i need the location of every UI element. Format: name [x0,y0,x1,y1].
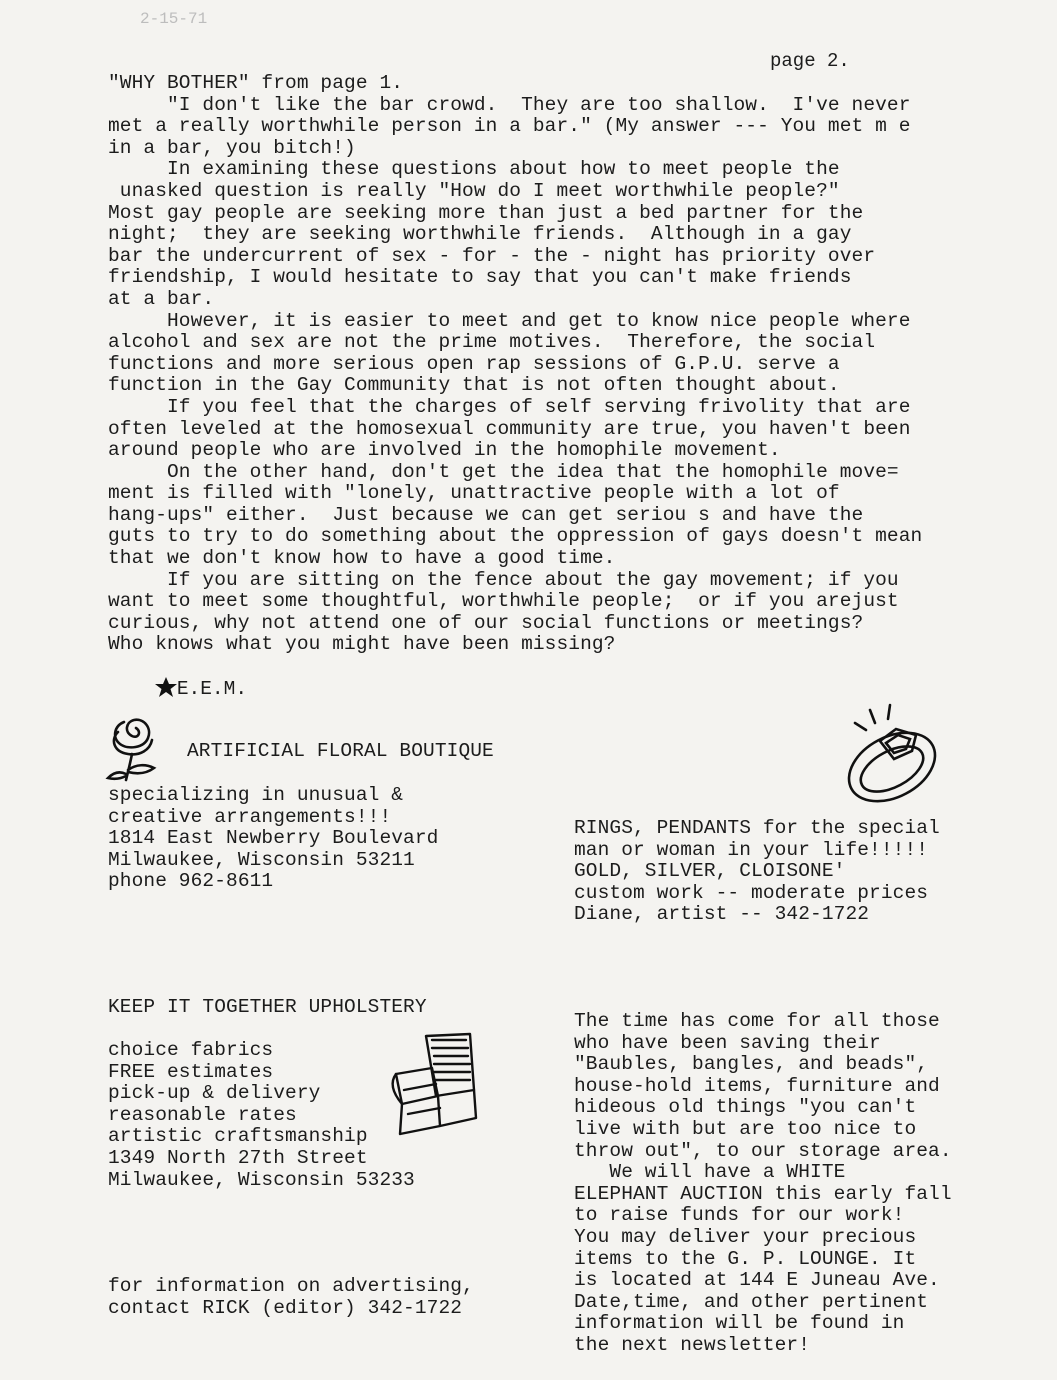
article-text-line: curious, why not attend one of our social functions or meetings? [108,611,864,634]
auction-notice-line: throw out", to our storage area. [574,1139,952,1162]
rings-ad-line: RINGS, PENDANTS for the special [574,817,940,839]
floral-ad-details [108,785,438,893]
article-text-line: around people who are involved in the homophile movement. [108,439,781,462]
article-text-line: alcohol and sex are not the prime motives. Therefore, the social [108,331,876,354]
upholstery-ad-line: reasonable rates [108,1103,297,1126]
rings-ad [574,818,940,926]
rose-drawing-icon [104,712,170,782]
upholstery-ad-line: pick-up & delivery [108,1082,321,1105]
upholstery-ad-title: KEEP IT TOGETHER UPHOLSTERY [108,996,427,1018]
article-text-line: friendship, I would hesitate to say that you can't make friends [108,266,852,289]
rings-ad-line: custom work -- moderate prices [574,881,929,904]
rings-ad-line: GOLD, SILVER, CLOISONE' [574,860,846,883]
article-text-line: Who knows what you might have been missing? [108,633,616,656]
signature-initials: E.E.M. [176,678,248,700]
article-text-line: guts to try to do something about the oppression of gays doesn't mean [108,525,923,548]
auction-notice-line: the next newsletter! [574,1333,811,1356]
article-text-line: night; they are seeking worthwhile friends. Although in a gay [108,223,852,246]
upholstery-ad-line: choice fabrics [108,1039,274,1061]
article-text-line: functions and more serious open rap sessions of G.P.U. serve a [108,352,840,375]
armchair-drawing-icon [386,1030,486,1140]
advertising-contact-line: for information on advertising, [108,1275,474,1297]
auction-notice-line: is located at 144 E Juneau Ave. [574,1269,940,1292]
article-text-line: hang-ups" either. Just because we can get seriou s and have the [108,503,864,526]
floral-ad-line: creative arrangements!!! [108,805,392,828]
article-text-line: function in the Gay Community that is not often thought about. [108,374,840,397]
floral-ad-line: 1814 East Newberry Boulevard [108,827,439,850]
auction-notice-line: to raise funds for our work! [574,1204,905,1227]
upholstery-ad-line: FREE estimates [108,1060,274,1083]
ring-drawing-icon [830,705,960,805]
auction-notice-line: who have been saving their [574,1031,881,1054]
auction-notice-line: You may deliver your precious [574,1225,917,1248]
advertising-contact [108,1276,474,1319]
floral-ad-title: ARTIFICIAL FLORAL BOUTIQUE [187,740,494,762]
why-bother-article [108,73,1008,656]
auction-notice-line: Date,time, and other pertinent [574,1290,929,1313]
article-text-line: If you are sitting on the fence about the gay movement; if you [108,568,899,591]
article-text-line: bar the undercurrent of sex - for - the - night has priority over [108,244,876,267]
floral-ad-line: phone 962-8611 [108,870,274,893]
upholstery-ad-details [108,1040,415,1191]
article-text-line: However, it is easier to meet and get to know nice people where [108,309,911,332]
faint-date-mark: 2-15-71 [140,10,208,28]
article-text-line: In examining these questions about how to meet people the [108,158,840,181]
auction-notice-line: ELEPHANT AUCTION this early fall [574,1182,952,1205]
article-text-line: at a bar. [108,287,215,310]
article-text-line: "I don't like the bar crowd. They are too shallow. I've never [108,93,911,116]
article-text-line: If you feel that the charges of self serving frivolity that are [108,395,911,418]
article-text-line: that we don't know how to have a good time. [108,547,616,570]
auction-notice-line: hideous old things "you can't [574,1096,917,1119]
article-text-line: ment is filled with "lonely, unattractive people with a lot of [108,482,840,505]
auction-notice-line: house-hold items, furniture and [574,1074,940,1097]
upholstery-ad-line: artistic craftsmanship [108,1125,368,1148]
upholstery-ad-line: 1349 North 27th Street [108,1146,368,1169]
advertising-contact-line: contact RICK (editor) 342-1722 [108,1296,463,1319]
star-icon [155,677,177,697]
auction-notice-line: information will be found in [574,1312,905,1335]
article-text-line: in a bar, you bitch!) [108,136,356,159]
article-text-line: "WHY BOTHER" from page 1. [108,72,404,94]
article-text-line: often leveled at the homosexual community are true, you haven't been [108,417,911,440]
floral-ad-line: specializing in unusual & [108,784,404,806]
article-text-line: Most gay people are seeking more than just a bed partner for the [108,201,864,224]
article-text-line: met a really worthwhile person in a bar." (My answer --- You met m e [108,115,911,138]
auction-notice-line: items to the G. P. LOUNGE. It [574,1247,917,1270]
auction-notice-line: We will have a WHITE [574,1161,846,1184]
article-text-line: On the other hand, don't get the idea that the homophile move= [108,460,899,483]
white-elephant-auction-notice [574,1011,952,1357]
article-text-line: unasked question is really "How do I meet worthwhile people?" [108,179,840,202]
article-text-line: want to meet some thoughtful, worthwhile people; or if you arejust [108,590,899,613]
rings-ad-line: Diane, artist -- 342-1722 [574,903,870,926]
auction-notice-line: "Baubles, bangles, and beads", [574,1053,929,1076]
page-number: page 2. [770,50,850,72]
upholstery-ad-line: Milwaukee, Wisconsin 53233 [108,1168,415,1191]
rings-ad-line: man or woman in your life!!!!! [574,838,929,861]
auction-notice-line: The time has come for all those [574,1010,940,1032]
auction-notice-line: live with but are too nice to [574,1117,917,1140]
floral-ad-line: Milwaukee, Wisconsin 53211 [108,848,415,871]
